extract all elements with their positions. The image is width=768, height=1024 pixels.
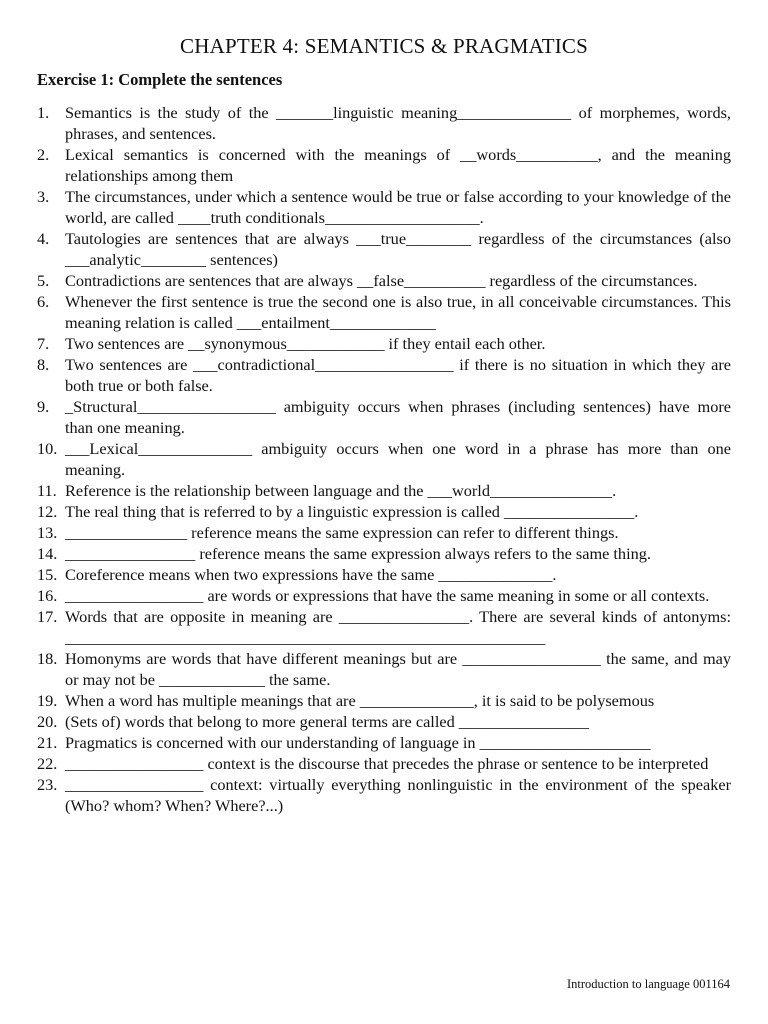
question-number: 7.: [37, 334, 50, 353]
question-text: ___Lexical______________ ambiguity occurs when one word in a phrase has more than one meaning.: [65, 439, 731, 479]
question-item: [37, 711, 731, 732]
page-title: CHAPTER 4: SEMANTICS & PRAGMATICS: [180, 34, 588, 58]
question-item: [37, 354, 731, 396]
question-text: Words that are opposite in meaning are ________________. There are several kinds of antonyms: ___________________________________________________________: [65, 607, 731, 647]
question-number: 4.: [37, 229, 50, 248]
question-number: 8.: [37, 355, 50, 374]
question-number: 11.: [37, 481, 57, 500]
question-text: Lexical semantics is concerned with the meanings of __words__________, and the meaning relationships among them: [65, 145, 731, 185]
question-item: [37, 522, 731, 543]
question-number: 2.: [37, 145, 50, 164]
question-text: The real thing that is referred to by a linguistic expression is called ________________.: [65, 502, 639, 521]
question-item: [37, 480, 731, 501]
question-item: [37, 606, 731, 648]
question-text: Coreference means when two expressions have the same ______________.: [65, 565, 557, 584]
question-text: (Sets of) words that belong to more general terms are called ________________: [65, 712, 590, 731]
question-list: [37, 102, 731, 816]
question-number: 12.: [37, 502, 58, 521]
question-number: 9.: [37, 397, 50, 416]
question-item: [37, 144, 731, 186]
question-number: 19.: [37, 691, 58, 710]
question-text: Pragmatics is concerned with our understanding of language in _____________________: [65, 733, 651, 752]
question-number: 10.: [37, 439, 58, 458]
question-item: [37, 186, 731, 228]
question-number: 15.: [37, 565, 58, 584]
question-number: 3.: [37, 187, 50, 206]
question-item: [37, 543, 731, 564]
page-footer: Introduction to language 001164: [566, 977, 730, 991]
question-number: 23.: [37, 775, 58, 794]
question-text: _________________ context is the discourse that precedes the phrase or sentence to be interpreted: [65, 754, 709, 773]
question-number: 17.: [37, 607, 58, 626]
question-text: When a word has multiple meanings that are ______________, it is said to be polysemous: [65, 691, 655, 710]
question-item: [37, 102, 731, 144]
question-number: 5.: [37, 271, 50, 290]
question-item: [37, 648, 731, 690]
question-text: Tautologies are sentences that are always ___true________ regardless of the circumstances (also ___analytic________ sentences): [65, 229, 731, 269]
question-item: [37, 228, 731, 270]
question-item: [37, 396, 731, 438]
question-text: _________________ context: virtually everything nonlinguistic in the environment of the speaker (Who? whom? When? Where?...): [65, 775, 731, 815]
question-item: [37, 564, 731, 585]
question-text: ________________ reference means the same expression always refers to the same thing.: [65, 544, 651, 563]
question-text: Homonyms are words that have different meanings but are _________________ the same, and may or may not be _____________ the same.: [65, 649, 731, 689]
question-item: [37, 270, 731, 291]
question-number: 20.: [37, 712, 58, 731]
question-number: 1.: [37, 103, 50, 122]
question-item: [37, 291, 731, 333]
question-number: 13.: [37, 523, 58, 542]
question-text: Reference is the relationship between language and the ___world_______________.: [65, 481, 617, 500]
question-text: Semantics is the study of the _______linguistic meaning______________ of morphemes, words, phrases, and sentences.: [65, 103, 731, 143]
question-text: Contradictions are sentences that are always __false__________ regardless of the circumstances.: [65, 271, 698, 290]
question-item: [37, 438, 731, 480]
question-item: [37, 501, 731, 522]
question-number: 22.: [37, 754, 58, 773]
exercise-heading: Exercise 1: Complete the sentences: [37, 70, 283, 89]
question-item: [37, 774, 731, 816]
question-text: _______________ reference means the same expression can refer to different things.: [65, 523, 619, 542]
question-number: 21.: [37, 733, 58, 752]
question-item: [37, 585, 731, 606]
question-text: _________________ are words or expressions that have the same meaning in some or all contexts.: [65, 586, 710, 605]
question-text: Whenever the first sentence is true the second one is also true, in all conceivable circumstances. This meaning relation is called ___entailment_____________: [65, 292, 731, 332]
question-item: [37, 732, 731, 753]
question-number: 6.: [37, 292, 50, 311]
question-item: [37, 753, 731, 774]
question-item: [37, 690, 731, 711]
question-item: [37, 333, 731, 354]
question-text: _Structural_________________ ambiguity occurs when phrases (including sentences) have more than one meaning.: [65, 397, 731, 437]
question-number: 16.: [37, 586, 58, 605]
question-text: Two sentences are ___contradictional_________________ if there is no situation in which they are both true or both false.: [65, 355, 731, 395]
question-number: 14.: [37, 544, 58, 563]
question-number: 18.: [37, 649, 58, 668]
question-text: The circumstances, under which a sentence would be true or false according to your knowledge of the world, are called ____truth conditionals___________________.: [65, 187, 731, 227]
question-text: Two sentences are __synonymous____________ if they entail each other.: [65, 334, 546, 353]
